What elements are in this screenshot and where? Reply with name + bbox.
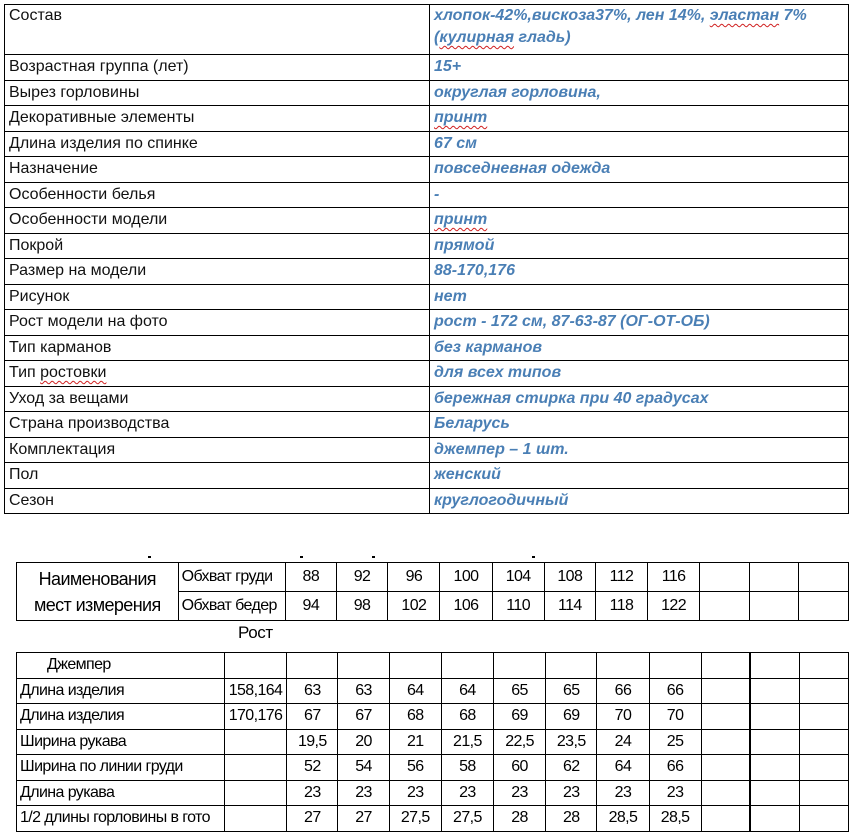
measurement-value: 27,5 bbox=[441, 806, 493, 832]
measurement-value: 62 bbox=[546, 755, 597, 781]
chest-size: 104 bbox=[492, 563, 544, 592]
measurement-value: 58 bbox=[441, 755, 493, 781]
measurement-value: 66 bbox=[649, 755, 701, 781]
measurement-value: 28 bbox=[493, 806, 545, 832]
empty-cell bbox=[799, 592, 849, 621]
empty-cell bbox=[799, 563, 849, 592]
empty-cell bbox=[750, 653, 799, 679]
attribute-row bbox=[5, 5, 849, 55]
attribute-value bbox=[430, 386, 849, 412]
attribute-row bbox=[5, 284, 849, 310]
attribute-value-part: женский bbox=[434, 466, 501, 483]
empty-cell bbox=[701, 729, 750, 755]
attribute-value bbox=[430, 412, 849, 438]
attribute-label: Особенности белья bbox=[5, 182, 430, 208]
attribute-label: Пол bbox=[5, 463, 430, 489]
measurement-row bbox=[17, 704, 849, 730]
attribute-label: Уход за вещами bbox=[5, 386, 430, 412]
measurement-value: 19,5 bbox=[287, 729, 338, 755]
empty-cell bbox=[799, 653, 848, 679]
measurement-row bbox=[17, 755, 849, 781]
measurement-value: 56 bbox=[389, 755, 441, 781]
attribute-label: Тип карманов bbox=[5, 335, 430, 361]
measurement-value: 27 bbox=[338, 806, 389, 832]
attribute-label: Состав bbox=[5, 5, 430, 55]
measurement-value: 68 bbox=[389, 704, 441, 730]
attribute-label: Рост модели на фото bbox=[5, 310, 430, 336]
chest-size: 112 bbox=[595, 563, 647, 592]
attribute-value-part: принт bbox=[434, 211, 488, 228]
chest-size: 108 bbox=[544, 563, 595, 592]
measurement-value: 23 bbox=[546, 780, 597, 806]
measurement-value: 69 bbox=[493, 704, 545, 730]
measurement-value: 21 bbox=[389, 729, 441, 755]
attribute-label: Страна производства bbox=[5, 412, 430, 438]
size-chart-header bbox=[16, 562, 849, 621]
attribute-value-part: - bbox=[434, 185, 440, 203]
measurement-name: Ширина по линии груди bbox=[17, 755, 225, 781]
measurement-value: 25 bbox=[649, 729, 701, 755]
attribute-label-part: ростовки bbox=[40, 364, 107, 381]
empty-cell bbox=[701, 704, 750, 730]
measurement-value: 66 bbox=[649, 678, 701, 704]
attribute-row bbox=[5, 55, 849, 81]
empty-cell bbox=[338, 653, 389, 679]
hip-girth-label: Обхват бедер bbox=[178, 592, 285, 621]
hip-size: 106 bbox=[440, 592, 492, 621]
attribute-row bbox=[5, 80, 849, 106]
attribute-value-part: кулирная bbox=[439, 29, 515, 46]
attribute-label bbox=[5, 361, 430, 387]
empty-cell bbox=[750, 729, 799, 755]
hip-size: 98 bbox=[336, 592, 388, 621]
header-title-line2: мест измерения bbox=[33, 594, 161, 615]
product-label: Джемпер bbox=[17, 653, 225, 679]
empty-cell bbox=[799, 729, 848, 755]
attribute-value-part: нет bbox=[434, 287, 467, 305]
empty-cell bbox=[701, 678, 750, 704]
measurement-value: 52 bbox=[287, 755, 338, 781]
empty-cell bbox=[389, 653, 441, 679]
hip-size: 122 bbox=[648, 592, 700, 621]
header-row-chest bbox=[17, 563, 849, 592]
empty-cell bbox=[700, 592, 750, 621]
attribute-label: Вырез горловины bbox=[5, 80, 430, 106]
attribute-label: Длина изделия по спинке bbox=[5, 131, 430, 157]
attribute-value-part: прямой bbox=[434, 236, 495, 254]
chest-size: 100 bbox=[440, 563, 492, 592]
measurement-value: 64 bbox=[389, 678, 441, 704]
measurement-name: Длина изделия bbox=[17, 678, 225, 704]
measurement-value: 69 bbox=[546, 704, 597, 730]
attribute-value-part: 88-170,176 bbox=[434, 262, 515, 279]
hip-size: 94 bbox=[286, 592, 337, 621]
attribute-row bbox=[5, 386, 849, 412]
attributes-body bbox=[5, 5, 849, 514]
empty-cell bbox=[493, 653, 545, 679]
attribute-value bbox=[430, 182, 849, 208]
measurement-value: 54 bbox=[338, 755, 389, 781]
chest-size: 88 bbox=[286, 563, 337, 592]
measurement-value: 23 bbox=[441, 780, 493, 806]
measurement-value: 22,5 bbox=[493, 729, 545, 755]
measurement-value: 24 bbox=[597, 729, 649, 755]
attribute-row bbox=[5, 131, 849, 157]
attribute-row bbox=[5, 412, 849, 438]
measurement-value: 23 bbox=[338, 780, 389, 806]
attribute-value bbox=[430, 361, 849, 387]
attribute-value-part: для всех типов bbox=[434, 364, 562, 381]
attribute-row bbox=[5, 463, 849, 489]
attribute-value bbox=[430, 463, 849, 489]
hip-size: 114 bbox=[544, 592, 595, 621]
empty-cell bbox=[701, 653, 750, 679]
measurement-value: 63 bbox=[287, 678, 338, 704]
measurement-value: 23 bbox=[649, 780, 701, 806]
empty-cell bbox=[224, 653, 286, 679]
empty-cell bbox=[750, 780, 799, 806]
attribute-value-part: рост - 172 см, 87-63-87 (ОГ-ОТ-ОБ) bbox=[434, 313, 710, 330]
product-attributes-table bbox=[4, 4, 849, 514]
measurement-value: 67 bbox=[287, 704, 338, 730]
measurement-value: 27,5 bbox=[389, 806, 441, 832]
measurement-names-header bbox=[17, 563, 179, 621]
chest-size: 96 bbox=[388, 563, 440, 592]
empty-cell bbox=[441, 653, 493, 679]
attribute-row bbox=[5, 182, 849, 208]
attribute-row bbox=[5, 361, 849, 387]
attribute-value bbox=[430, 55, 849, 81]
empty-cell bbox=[750, 704, 799, 730]
attribute-row bbox=[5, 335, 849, 361]
measurement-value: 70 bbox=[649, 704, 701, 730]
measurement-value: 64 bbox=[441, 678, 493, 704]
header-title-line1: Наименования bbox=[38, 568, 156, 589]
size-chart-body bbox=[16, 652, 849, 832]
measurement-value: 70 bbox=[597, 704, 649, 730]
measurement-value: 66 bbox=[597, 678, 649, 704]
attribute-value-part: 7% ( bbox=[434, 7, 807, 46]
attribute-label: Размер на модели bbox=[5, 259, 430, 285]
attribute-value bbox=[430, 233, 849, 259]
attribute-value bbox=[430, 106, 849, 132]
attribute-value-part: 15+ bbox=[434, 58, 462, 75]
size-chart bbox=[16, 562, 849, 832]
empty-cell bbox=[701, 806, 750, 832]
height-range: 158,164 bbox=[224, 678, 286, 704]
measurement-value: 27 bbox=[287, 806, 338, 832]
attribute-value bbox=[430, 208, 849, 234]
height-label: Рост bbox=[238, 623, 273, 642]
attribute-value bbox=[430, 310, 849, 336]
attribute-value-part: принт bbox=[434, 109, 488, 126]
empty-cell bbox=[749, 563, 799, 592]
attribute-row bbox=[5, 310, 849, 336]
attribute-value bbox=[430, 157, 849, 183]
measurement-value: 20 bbox=[338, 729, 389, 755]
measurement-name: Длина изделия bbox=[17, 704, 225, 730]
empty-cell bbox=[701, 755, 750, 781]
attribute-label: Декоративные элементы bbox=[5, 106, 430, 132]
measurement-value: 28,5 bbox=[597, 806, 649, 832]
measurement-row bbox=[17, 729, 849, 755]
empty-cell bbox=[799, 704, 848, 730]
measurement-value: 65 bbox=[546, 678, 597, 704]
product-row bbox=[17, 653, 849, 679]
height-range: 170,176 bbox=[224, 704, 286, 730]
measurement-row bbox=[17, 806, 849, 832]
attribute-value bbox=[430, 284, 849, 310]
empty-cell bbox=[750, 755, 799, 781]
measurement-value: 23 bbox=[287, 780, 338, 806]
attribute-value-part: круглогодичный bbox=[434, 491, 569, 509]
attribute-value-part: без карманов bbox=[434, 338, 543, 356]
attribute-value-part: округлая горловина, bbox=[434, 83, 601, 101]
attribute-value bbox=[430, 131, 849, 157]
empty-cell bbox=[546, 653, 597, 679]
attribute-label-part: Тип bbox=[9, 364, 41, 381]
height-label-row bbox=[16, 621, 849, 652]
attribute-row bbox=[5, 488, 849, 514]
empty-cell bbox=[799, 755, 848, 781]
attribute-label: Возрастная группа (лет) bbox=[5, 55, 430, 81]
measurement-row bbox=[17, 780, 849, 806]
measurement-value: 21,5 bbox=[441, 729, 493, 755]
measurement-value: 67 bbox=[338, 704, 389, 730]
attribute-value-part: бережная стирка при 40 градусах bbox=[434, 389, 709, 407]
measurement-value: 23 bbox=[493, 780, 545, 806]
attribute-value bbox=[430, 80, 849, 106]
hip-size: 110 bbox=[492, 592, 544, 621]
attribute-value-part: хлопок-42%,вискоза37%, лен 14%, bbox=[434, 7, 710, 24]
height-range bbox=[224, 755, 286, 781]
attribute-value bbox=[430, 488, 849, 514]
attribute-row bbox=[5, 437, 849, 463]
attribute-label: Сезон bbox=[5, 488, 430, 514]
measurement-value: 28 bbox=[546, 806, 597, 832]
empty-cell bbox=[701, 780, 750, 806]
measurement-value: 23 bbox=[597, 780, 649, 806]
empty-cell bbox=[750, 678, 799, 704]
attribute-label: Особенности модели bbox=[5, 208, 430, 234]
height-range bbox=[224, 780, 286, 806]
measurement-name: 1/2 длины горловины в гото bbox=[17, 806, 225, 832]
attribute-value-part: Беларусь bbox=[434, 415, 510, 432]
attribute-row bbox=[5, 106, 849, 132]
measurement-value: 23 bbox=[389, 780, 441, 806]
attribute-value bbox=[430, 335, 849, 361]
attribute-value-part: джемпер – 1 шт. bbox=[434, 440, 569, 458]
empty-cell bbox=[597, 653, 649, 679]
attribute-value bbox=[430, 437, 849, 463]
attribute-value bbox=[430, 5, 849, 55]
attribute-row bbox=[5, 259, 849, 285]
empty-cell bbox=[700, 563, 750, 592]
measurement-row bbox=[17, 678, 849, 704]
measurement-value: 60 bbox=[493, 755, 545, 781]
attribute-label: Назначение bbox=[5, 157, 430, 183]
empty-cell bbox=[649, 653, 701, 679]
empty-cell bbox=[749, 592, 799, 621]
measurement-value: 28,5 bbox=[649, 806, 701, 832]
chest-size: 116 bbox=[648, 563, 700, 592]
measurement-name: Длина рукава bbox=[17, 780, 225, 806]
measurement-value: 63 bbox=[338, 678, 389, 704]
empty-cell bbox=[799, 780, 848, 806]
height-range bbox=[224, 806, 286, 832]
measurement-value: 68 bbox=[441, 704, 493, 730]
attribute-label: Покрой bbox=[5, 233, 430, 259]
chest-girth-label: Обхват груди bbox=[178, 563, 285, 592]
attribute-label: Комплектация bbox=[5, 437, 430, 463]
measurement-value: 64 bbox=[597, 755, 649, 781]
attribute-value-part: 67 см bbox=[434, 134, 477, 152]
measurement-name: Ширина рукава bbox=[17, 729, 225, 755]
attribute-row bbox=[5, 208, 849, 234]
measurement-value: 23,5 bbox=[546, 729, 597, 755]
empty-cell bbox=[750, 806, 799, 832]
attribute-value-part: повседневная одежда bbox=[434, 160, 611, 177]
attribute-value bbox=[430, 259, 849, 285]
hip-size: 118 bbox=[595, 592, 647, 621]
attribute-row bbox=[5, 233, 849, 259]
empty-cell bbox=[287, 653, 338, 679]
height-range bbox=[224, 729, 286, 755]
chest-size: 92 bbox=[336, 563, 388, 592]
hip-size: 102 bbox=[388, 592, 440, 621]
empty-cell bbox=[799, 806, 848, 832]
attribute-value-part: эластан bbox=[709, 7, 780, 24]
attribute-label: Рисунок bbox=[5, 284, 430, 310]
empty-cell bbox=[799, 678, 848, 704]
attribute-value-part: гладь) bbox=[514, 29, 571, 46]
attribute-row bbox=[5, 157, 849, 183]
measurement-value: 65 bbox=[493, 678, 545, 704]
